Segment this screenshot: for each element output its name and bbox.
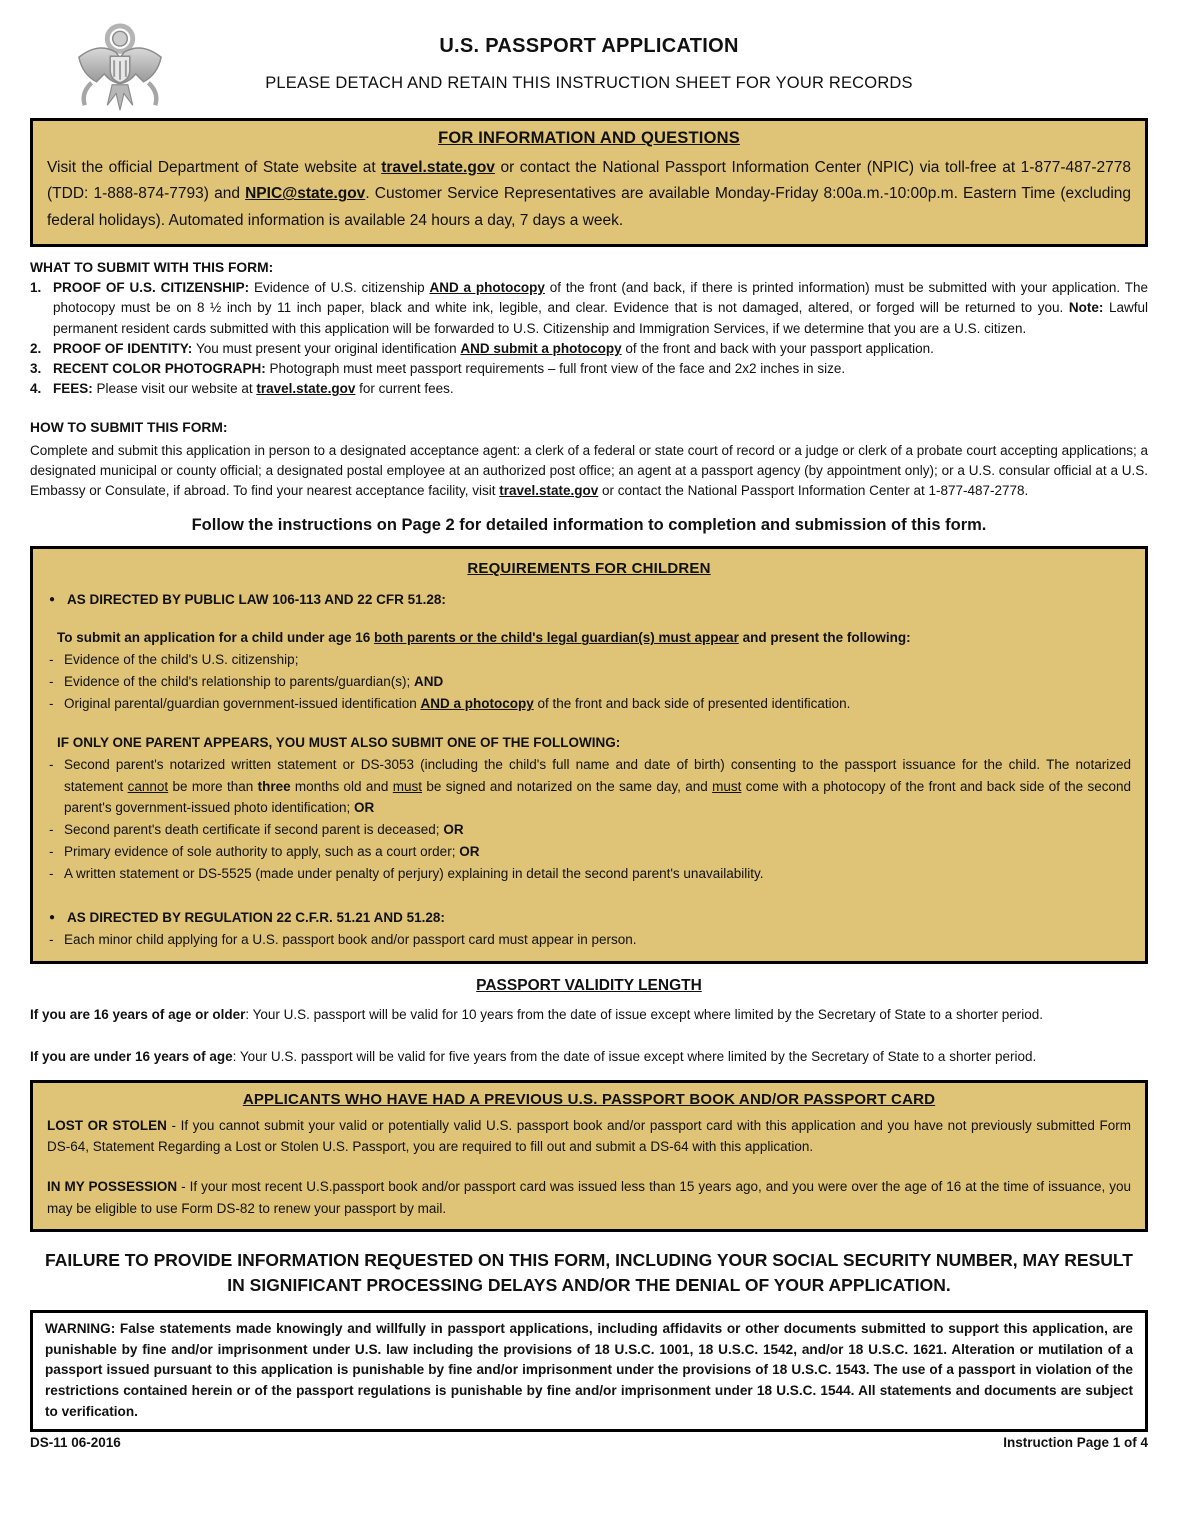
text-segment: IN MY POSSESSION — [47, 1178, 178, 1194]
notarized-statement-item — [49, 754, 1131, 820]
dash-bullet: - — [49, 652, 54, 668]
item-number: 1. — [30, 280, 42, 296]
how-to-submit-body — [30, 441, 1148, 502]
page-title: U.S. PASSPORT APPLICATION — [439, 35, 739, 57]
list-item-citizenship — [30, 278, 1148, 339]
item-number: 4. — [30, 381, 42, 397]
dash-bullet: - — [49, 756, 54, 772]
text-segment: AND — [414, 674, 444, 690]
item-text — [64, 671, 443, 693]
text-segment: LOST OR STOLEN — [47, 1117, 167, 1133]
text-segment: OR — [459, 844, 480, 860]
minor-in-person-item — [49, 929, 1131, 951]
text-segment: You must present your original identification — [196, 340, 461, 356]
item-number: 3. — [30, 361, 42, 377]
text-segment: Original parental/guardian government-issued identification — [64, 696, 421, 712]
info-box-body — [47, 155, 1131, 234]
text-segment: Photograph must meet passport requirements – full front view of the face and 2x2 inches in size. — [269, 361, 846, 377]
validity-over-16 — [30, 1004, 1148, 1026]
dash-bullet: - — [49, 696, 54, 712]
text-segment: Lawful permanent resident cards submitted with this application will be forwarded to U.S. Citizenship and Immigration Services, if we determine that you are a U.S. citizen. — [53, 300, 1149, 336]
item-text — [53, 339, 1148, 359]
text-segment: Second parent's notarized written statement or DS-3053 (including the child's full name and date of birth) consenting to the passport issuance for the child. The notarized statement — [64, 756, 1131, 794]
regulation-text: AS DIRECTED BY REGULATION 22 C.F.R. 51.21 AND 51.28: — [67, 909, 445, 925]
text-segment: Visit the official Department of State website at — [47, 159, 382, 176]
bullet-icon: ● — [49, 911, 56, 923]
text-segment: NPIC@state.gov — [245, 185, 366, 203]
death-certificate-item — [49, 819, 1131, 841]
text-segment: OR — [354, 800, 375, 816]
parental-id-item — [49, 693, 1131, 715]
item-number: 2. — [30, 340, 42, 356]
page-subtitle: PLEASE DETACH AND RETAIN THIS INSTRUCTION SHEET FOR YOUR RECORDS — [265, 74, 913, 92]
what-to-submit-list — [30, 278, 1148, 400]
text-segment: months old and — [290, 778, 393, 794]
what-to-submit-heading: WHAT TO SUBMIT WITH THIS FORM: — [30, 260, 274, 276]
text-segment: of the front and back with your passport application. — [621, 340, 934, 356]
text-segment: If you are under 16 years of age — [30, 1049, 233, 1065]
item-text — [64, 863, 763, 885]
page-indicator: Instruction Page 1 of 4 — [1003, 1435, 1148, 1451]
text-segment: come with a photocopy of the front and back side of the second parent's government-issued photo identification; — [64, 778, 1131, 816]
text-segment: PROOF OF IDENTITY: — [53, 340, 196, 356]
how-to-submit-heading: HOW TO SUBMIT THIS FORM: — [30, 419, 228, 435]
text-segment: - If your most recent U.S.passport book and/or passport card was issued less than 15 years ago, and you were over the age of 16 at the time of issuance, you may be eligible to use Form DS-82 to renew your passport by mail. — [47, 1178, 1131, 1216]
text-segment: of the front (and back, if there is printed information) must be submitted with your application. The photocopy must be on 8 ½ inch by 11 inch paper, black and white ink, legible, and clear. Evidence that is not damaged, altered, or forged will be returned to you. — [53, 280, 1149, 316]
text-segment: A written statement or DS-5525 (made under penalty of perjury) explaining in detail the second parent's unavailability. — [64, 866, 764, 882]
text-segment: travel.state.gov — [381, 159, 495, 176]
eagle-icon — [70, 22, 170, 116]
one-parent-heading: IF ONLY ONE PARENT APPEARS, YOU MUST ALSO SUBMIT ONE OF THE FOLLOWING: — [57, 734, 621, 750]
warning-text — [45, 1319, 1133, 1422]
text-segment: travel.state.gov — [499, 483, 599, 499]
dash-bullet: - — [49, 866, 54, 882]
info-box-title: FOR INFORMATION AND QUESTIONS — [438, 129, 740, 147]
text-segment: for current fees. — [355, 381, 454, 397]
children-box-title: REQUIREMENTS FOR CHILDREN — [467, 560, 711, 578]
item-text — [64, 841, 479, 863]
warning-box — [30, 1310, 1148, 1432]
info-box — [30, 118, 1148, 247]
text-segment: - If you cannot submit your valid or potentially valid U.S. passport book and/or passport card with this application and you have not previously submitted Form DS-64, Statement Regarding a Lost or Stolen U.S. Passport, you are required to fill out and submit a DS-64 with this application. — [47, 1117, 1131, 1155]
text-segment: be signed and notarized on the same day, and — [422, 778, 713, 794]
text-segment: or contact the National Passport Information Center (NPIC) via toll-free at 1-877-487-2778 (TDD: 1-888-874-7793) and — [47, 159, 1131, 203]
item-text — [53, 278, 1148, 339]
previous-passport-box — [30, 1080, 1148, 1232]
child-relationship-item — [49, 671, 1131, 693]
item-text — [64, 929, 637, 951]
item-text — [64, 649, 298, 671]
sole-authority-item — [49, 841, 1131, 863]
text-segment: must — [712, 778, 742, 794]
text-segment: PROOF OF U.S. CITIZENSHIP: — [53, 280, 254, 296]
text-segment: . Customer Service Representatives are available Monday-Friday 8:00a.m.-10:00p.m. Eastern Time (excluding federal holidays). Automated information is available 24 hours a day, 7 days a week. — [47, 185, 1131, 229]
text-segment: AND submit a photocopy — [460, 340, 622, 356]
great-seal-logo — [70, 22, 170, 116]
text-segment: OR — [443, 822, 464, 838]
text-segment: Complete and submit this application in person to a designated acceptance agent: a clerk of a federal or state court of record or a judge or clerk of a probate court accepting applications; a designated municipal or county official; a designated postal employee at an authorized post office; an agent at a passport agency (by appointment only); or a U.S. consular official at a U.S. Embassy or Consulate, if abroad. To find your nearest acceptance facility, visit — [30, 442, 1148, 499]
text-segment: be more than — [168, 778, 258, 794]
item-text — [64, 754, 1131, 820]
text-segment: of the front and back side of presented identification. — [533, 696, 851, 712]
text-segment: Evidence of the child's relationship to parents/guardian(s); — [64, 674, 415, 690]
dash-bullet: - — [49, 844, 54, 860]
text-segment: RECENT COLOR PHOTOGRAPH: — [53, 361, 270, 377]
text-segment: Evidence of the child's U.S. citizenship; — [64, 652, 299, 668]
validity-title: PASSPORT VALIDITY LENGTH — [476, 976, 702, 994]
text-segment: cannot — [127, 778, 169, 794]
text-segment: Primary evidence of sole authority to apply, such as a court order; — [64, 844, 460, 860]
children-intro — [57, 627, 1131, 649]
text-segment: Note: — [1068, 300, 1104, 316]
text-segment: three — [257, 778, 291, 794]
text-segment: FEES: — [53, 381, 97, 397]
text-segment: and present the following: — [738, 630, 911, 646]
text-segment: : Your U.S. passport will be valid for 10 years from the date of issue except where limited by the Secretary of State to a shorter period. — [245, 1006, 1043, 1022]
text-segment: Each minor child applying for a U.S. passport book and/or passport card must appear in person. — [64, 931, 637, 947]
dash-bullet: - — [49, 931, 54, 947]
text-segment: AND a photocopy — [429, 280, 545, 296]
bullet-icon: ● — [49, 593, 56, 605]
dash-bullet: - — [49, 674, 54, 690]
item-text — [64, 819, 464, 841]
text-segment: both parents or the child's legal guardian(s) must appear — [374, 630, 739, 646]
text-segment: or contact the National Passport Information Center at 1-877-487-2778. — [598, 483, 1029, 499]
requirements-for-children-box — [30, 546, 1148, 963]
item-text — [64, 693, 850, 715]
dash-bullet: - — [49, 822, 54, 838]
item-text — [53, 379, 1148, 399]
lost-or-stolen-paragraph — [47, 1115, 1131, 1158]
text-segment: Evidence of U.S. citizenship — [253, 280, 430, 296]
written-statement-item — [49, 863, 1131, 885]
text-segment: WARNING: — [45, 1321, 116, 1337]
text-segment: AND a photocopy — [420, 696, 534, 712]
failure-notice: FAILURE TO PROVIDE INFORMATION REQUESTED ON THIS FORM, INCLUDING YOUR SOCIAL SECURITY NUMBER, MAY RESULT IN SIGNIFICANT PROCESSING DELAYS AND/OR THE DENIAL OF YOUR APPLICATION. — [45, 1250, 1133, 1295]
text-segment: travel.state.gov — [256, 381, 356, 397]
public-law-text: AS DIRECTED BY PUBLIC LAW 106-113 AND 22 CFR 51.28: — [67, 591, 446, 607]
footer — [30, 1435, 1148, 1450]
text-segment: To submit an application for a child under age 16 — [57, 630, 375, 646]
form-number: DS-11 06-2016 — [30, 1435, 121, 1451]
text-segment: False statements made knowingly and willfully in passport applications, including affidavits or other documents submitted to support this application, are punishable by fine and/or imprisonment under U.S. law including the provisions of 18 U.S.C. 1001, 18 U.S.C. 1542, and/or 18 U.S.C. 1621. Alteration or mutilation of a passport issued pursuant to this application is punishable by fine and/or imprisonment under the provisions of 18 U.S.C. 1543. The use of a passport in violation of the restrictions contained herein or of the passport regulations is punishable by fine and/or imprisonment under 18 U.S.C. 1544. All statements and documents are subject to verification. — [45, 1321, 1133, 1419]
list-item-photograph — [30, 359, 1148, 379]
text-segment: must — [392, 778, 423, 794]
text-segment: Second parent's death certificate if second parent is deceased; — [64, 822, 444, 838]
header — [30, 22, 1148, 118]
list-item-identity — [30, 339, 1148, 359]
text-segment: Please visit our website at — [96, 381, 257, 397]
follow-instructions-note: Follow the instructions on Page 2 for detailed information to completion and submission of this form. — [191, 516, 987, 535]
validity-under-16 — [30, 1046, 1148, 1068]
list-item-fees — [30, 379, 1148, 399]
child-evidence-item — [49, 649, 1131, 671]
text-segment: : Your U.S. passport will be valid for five years from the date of issue except where limited by the Secretary of State to a shorter period. — [232, 1049, 1037, 1065]
previous-passport-title: APPLICANTS WHO HAVE HAD A PREVIOUS U.S. PASSPORT BOOK AND/OR PASSPORT CARD — [242, 1090, 936, 1108]
in-my-possession-paragraph — [47, 1176, 1131, 1219]
regulation-bullet — [47, 907, 1131, 929]
text-segment: If you are 16 years of age or older — [30, 1006, 246, 1022]
item-text — [53, 359, 1148, 379]
public-law-bullet — [47, 589, 1131, 611]
